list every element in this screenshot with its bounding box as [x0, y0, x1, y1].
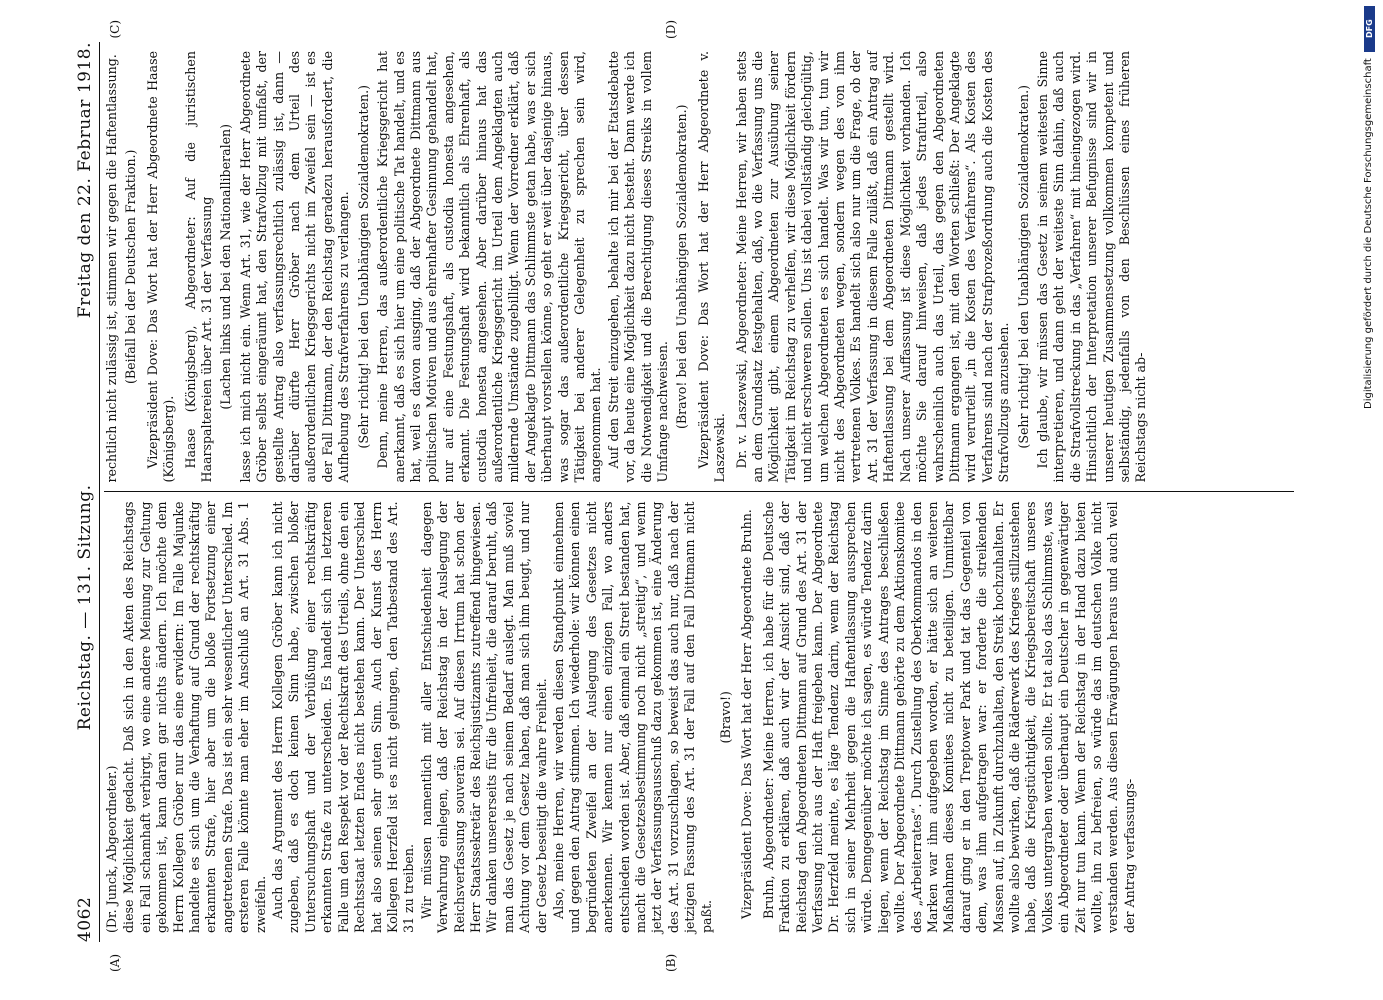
session-title: Reichstag. — 131. Sitzung.	[74, 484, 95, 731]
margin-marker-b: (B)	[663, 953, 678, 972]
paragraph: diese Möglichkeit gedacht. Daß sich in den Akten des Reichstags ein Fall schamhaft verbirgt, wo eine andere Meinung zur Geltung gekommen ist, kann daran gar nichts ändern. Ich möchte dem Herrn Kollegen Gröber nur das eine erwidern: Im Falle Majunke handelte es sich um die Verhaftung auf Grund der rechtskräftig erkannten Strafe, hier aber um die bloße Fortsetzung einer angetretenen Strafe. Das ist ein sehr wesentlicher Unterschied. Im ersteren Falle könnte man eher im Anschluß an Art. 31 Abs. 1 zweifeln.	[120, 501, 268, 933]
text-columns	[103, 20, 1294, 972]
chair-statement: Vizepräsident Dove: Das Wort hat der Herr Abgeordnete Haase (Königsberg).	[144, 51, 176, 483]
page-number: 4062	[74, 896, 95, 942]
paragraph: Auf den Streit einzugehen, behalte ich mir bei der Etatsdebatte vor, da heute eine Möglichkeit dazu nicht besteht. Dann werde ich die Notwendigkeit und die Berechtigung dieses Streiks in vollem Umfange nachweisen.	[605, 51, 670, 483]
speech-paragraph: Haase (Königsberg), Abgeordneter: Auf die juristischen Haarspaltereien über Art. 31 der Verfassung	[182, 51, 214, 483]
page-header	[75, 42, 100, 942]
margin-marker-c: (C)	[107, 20, 122, 39]
rotated-document-page	[57, 20, 1327, 980]
interjection: (Bravo! bei den Unabhängigen Sozialdemokraten.)	[673, 104, 689, 430]
interjection: (Sehr richtig! bei den Unabhängigen Sozialdemokraten.)	[1015, 84, 1031, 449]
interjection: (Bravo!)	[717, 691, 733, 744]
speech-paragraph: Bruhn, Abgeordneter: Meine Herren, ich habe für die Deutsche Fraktion zu erklären, daß auch wir der Ansicht sind, daß der Reichstag den Abgeordneten Dittmann auf Grund des Art. 31 der Verfassung nicht aus der Haft freigeben kann. Der Abgeordnete Dr. Herzfeld meinte, es läge Tendenz darin, wenn der Reichstag sich in seiner Mehrheit gegen die Haftentlassung aussprechen würde. Demgegenüber möchte ich sagen, es würde Tendenz darin liegen, wenn der Reichstag im Sinne des Antrages beschließen wollte. Der Abgeordnete Dittmann gehörte zu dem Aktionskomitee des „Arbeiterrates“. Durch Zustellung des Oberkommandos in den Marken war ihm aufgegeben worden, er hätte sich an weiteren Maßnahmen dieses Komitees nicht zu beteiligen. Unmittelbar darauf ging er in den Treptower Park und tat das Gegenteil von dem, was ihm aufgetragen war: er forderte die streikenden Massen auf, in Zukunft durchzuhalten, den Streik hochzuhalten. Er wollte also bewirken, daß die Räderwerk des Krieges stillzustehen habe, daß die Kriegstüchtigkeit, die Kriegsbereitschaft unseres Volkes untergraben werden sollte. Er tat also das Schlimmste, was ein Abgeordneter oder überhaupt ein Deutscher in gegenwärtiger Zeit nur tun kann. Wenn der Reichstag in der Hand dazu bieten wollte, ihn zu befreien, so würde das im deutschen Volke nicht verstanden werden. Aus diesen Erwägungen heraus und auch weil der Antrag verfassungs-	[760, 501, 1137, 933]
chair-statement: Vizepräsident Dove: Das Wort hat der Herr Abgeordnete Bruhn.	[738, 509, 754, 919]
chair-statement: Vizepräsident Dove: Das Wort hat der Herr Abgeordnete v. Laszewski.	[695, 51, 727, 483]
left-column	[104, 492, 1294, 943]
speech-paragraph: Dr. v. Laszewski, Abgeordneter: Meine Herren, wir haben stets an dem Grundsatz festgehalten, daß, wo die Verfassung uns die Möglichkeit gibt, einem Abgeordneten zur Ausübung seiner Tätigkeit im Reichstag zu verhelfen, wir diese Möglichkeit fördern und nicht erschweren sollen. Uns ist dabei vollständig gleichgültig, um welchen Abgeordneten es sich handelt. Was wir tun, tun wir nicht des Abgeordneten wegen, sondern wegen des von ihm vertretenen Volkes. Es handelt sich also nur um die Frage, ob der Art. 31 der Verfassung in diesem Falle zuläßt, daß ein Antrag auf Haftentlassung bei dem Abgeordneten Dittmann gestellt wird. Nach unserer Auffassung ist diese Möglichkeit vorhanden. Ich möchte Sie darauf hinweisen, daß jedes Strafurteil, also wahrscheinlich auch das Urteil, das gegen den Abgeordneten Dittmann ergangen ist, mit den Worten schließt: Der Angeklagte wird verurteilt „in die Kosten des Verfahrens“. Als Kosten des Verfahrens sind nach der Strafprozeßordnung auch die Kosten des Strafvollzugs anzusehen.	[733, 51, 1011, 483]
margin-marker-a: (A)	[107, 953, 122, 972]
interjection: (Lachen links und bei den Nationalliberalen)	[217, 123, 233, 410]
paragraph: Also, meine Herren, wir werden diesen Standpunkt einnehmen und gegen den Antrag stimmen. Ich wiederhole: wir können einen begründeten Zweifel an der Auslegung des Gesetzes nicht anerkennen. Wir kennen nur einen einzigen Fall, wo anders entschieden worden ist. Aber, daß einmal ein Streit bestanden hat, macht die Gesetzesbestimmung noch nicht „streitig“, und wenn jetzt der Verfassungsausschuß dazu gekommen ist, eine Änderung des Art. 31 vorzuschlagen, so beweist das auch nur, daß nach der jetzigen Fassung des Art. 31 der Fall auf den Fall Dittmann nicht paßt.	[550, 501, 714, 933]
interjection: (Sehr richtig! bei den Unabhängigen Sozialdemokraten.)	[355, 84, 371, 449]
paragraph: rechtlich nicht zulässig ist, stimmen wir gegen die Haftentlassung.	[103, 54, 119, 483]
margin-marker-d: (D)	[663, 20, 678, 39]
digitization-credit: Digitalisierung gefördert durch die Deutsche Forschungsgemeinschaft	[1363, 58, 1374, 409]
paragraph: Ich glaube, wir müssen das Gesetz in seinem weitesten Sinne interpretieren, und dann geht der weiteste Sinn dahin, daß auch die Strafvollstreckung in das „Verfahren“ mit hineingezogen wird. Hinsichtlich der Interpretation unserer Befugnisse sind wir in unserer heutigen Zusammensetzung vollkommen kompetent und selbständig, jedenfalls von den Beschlüssen eines früheren Reichstags nicht ab-	[1034, 51, 1148, 483]
paragraph: lasse ich mich nicht ein. Wenn Art. 31, wie der Herr Abgeordnete Gröber selbst eingeräumt hat, den Strafvollzug mit umfaßt, der gestellte Antrag also verfassungsrechtlich zulässig ist, dann — darüber dürfte Herr Gröber nach dem Urteil des außerordentlichen Kriegsgerichts nicht im Zweifel sein — ist es der Fall Dittmann, der den Reichstag geradezu herausfordert, die Aufhebung des Strafverfahrens zu verlangen.	[237, 51, 351, 483]
paragraph: (Dr. Junck, Abgeordneter.)	[103, 765, 119, 933]
paragraph: Auch das Argument des Herrn Kollegen Gröber kann ich nicht zugeben, daß es doch keinen Sinn habe, zwischen bloßer Untersuchungshaft und der Verbüßung einer rechtskräftig erkannten Strafe zu unterscheiden. Es handelt sich im letzteren Falle um den Respekt vor der Rechtskraft des Urteils, ohne den ein Rechtsstaat letzten Endes nicht bestehen kann. Der Unterschied hat also seinen sehr guten Sinn. Auch der Kunst des Herrn Kollegen Herzfeld ist es nicht gelungen, den Tatbestand des Art. 31 zu treiben.	[269, 501, 416, 933]
session-date: Freitag den 22. Februar 1918.	[74, 42, 95, 319]
dfg-logo: DFG	[1364, 6, 1375, 52]
interjection: (Beifall bei der Deutschen Fraktion.)	[122, 149, 138, 384]
right-column	[104, 42, 1294, 492]
paragraph: Wir müssen namentlich mit aller Entschiedenheit dagegen Verwahrung einlegen, daß der Reichstag in der Auslegung der Reichsverfassung souverän sei. Auf diesen Irrtum hat schon der Herr Staatssekretär des Reichsjustizamts zutreffend hingewiesen. Wir danken unsererseits für die Unfreiheit, die darauf beruht, daß man das Gesetz je nach seinem Bedarf auslegt. Man muß soviel Achtung vor dem Gesetz haben, daß man sich ihm beugt, und nur der Gesetz beseitigt die wahre Freiheit.	[418, 501, 549, 933]
paragraph: Denn, meine Herren, das außerordentliche Kriegsgericht hat anerkannt, daß es sich hier um eine politische Tat handelt, und es hat, weil es davon ausging, daß der Abgeordnete Dittmann aus politischen Motiven und aus ehrenhafter Gesinnung gehandelt hat, nur auf eine Festungshaft, als custodia honesta angesehen, erkannt. Die Festungshaft wird bekanntlich als Ehrenhaft, als custodia honesta angesehen. Aber darüber hinaus hat das außerordentliche Kriegsgericht im Urteil dem Angeklagten auch mildernde Umstände zugebilligt. Wenn der Vorredner erklärt, daß der Angeklagte Dittmann das Schlimmste getan habe, was er sich überhaupt vorstellen könne, so geht er weit über dasjenige hinaus, was sogar das außerordentliche Kriegsgericht, über dessen Tätigkeit bei anderer Gelegenheit zu sprechen sein wird, angenommen hat.	[374, 51, 603, 483]
